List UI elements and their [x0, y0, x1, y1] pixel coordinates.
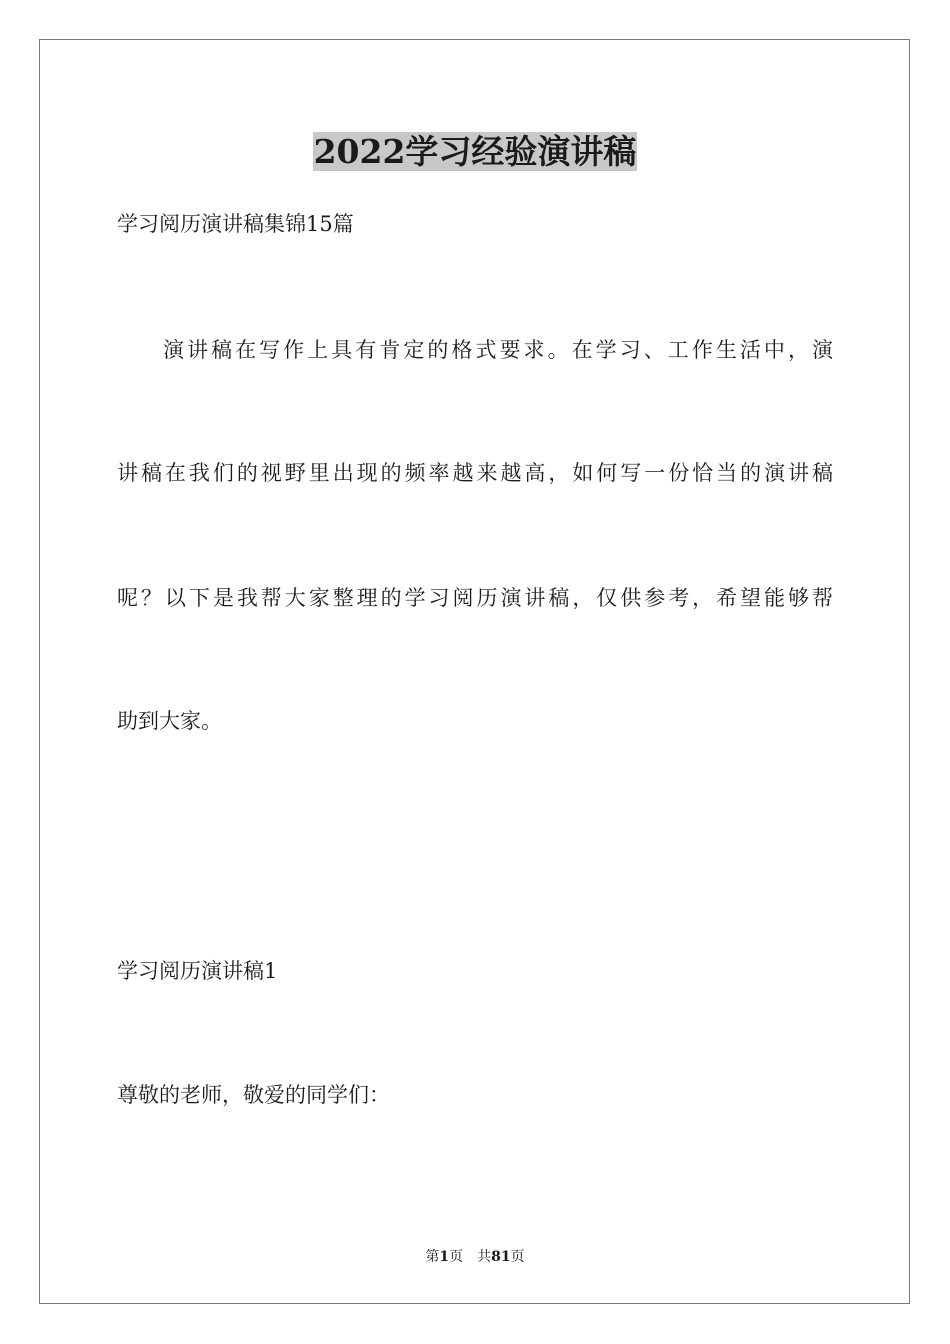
salutation: 尊敬的老师，敬爱的同学们：: [117, 1083, 390, 1107]
page-footer: [0, 1247, 950, 1267]
section-heading: 学习阅历演讲稿1: [117, 959, 278, 983]
intro-line-3: 呢？以下是我帮大家整理的学习阅历演讲稿，仅供参考，希望能够帮: [117, 586, 833, 610]
footer-page-number: 1: [439, 1249, 450, 1265]
footer-total-pages: 81: [491, 1249, 511, 1265]
document-subtitle: 学习阅历演讲稿集锦15篇: [117, 212, 354, 236]
footer-total-prefix: 共: [477, 1249, 492, 1265]
footer-page-suffix: 页: [449, 1249, 464, 1265]
document-title: [0, 130, 950, 174]
intro-line-1: 演讲稿在写作上具有肯定的格式要求。在学习、工作生活中，演: [163, 338, 833, 362]
document-title-text: 2022学习经验演讲稿: [313, 132, 637, 171]
footer-page-prefix: 第: [425, 1249, 440, 1265]
intro-line-2: 讲稿在我们的视野里出现的频率越来越高，如何写一份恰当的演讲稿: [117, 461, 833, 485]
footer-total-suffix: 页: [510, 1249, 525, 1265]
intro-line-4: 助到大家。: [117, 709, 222, 733]
